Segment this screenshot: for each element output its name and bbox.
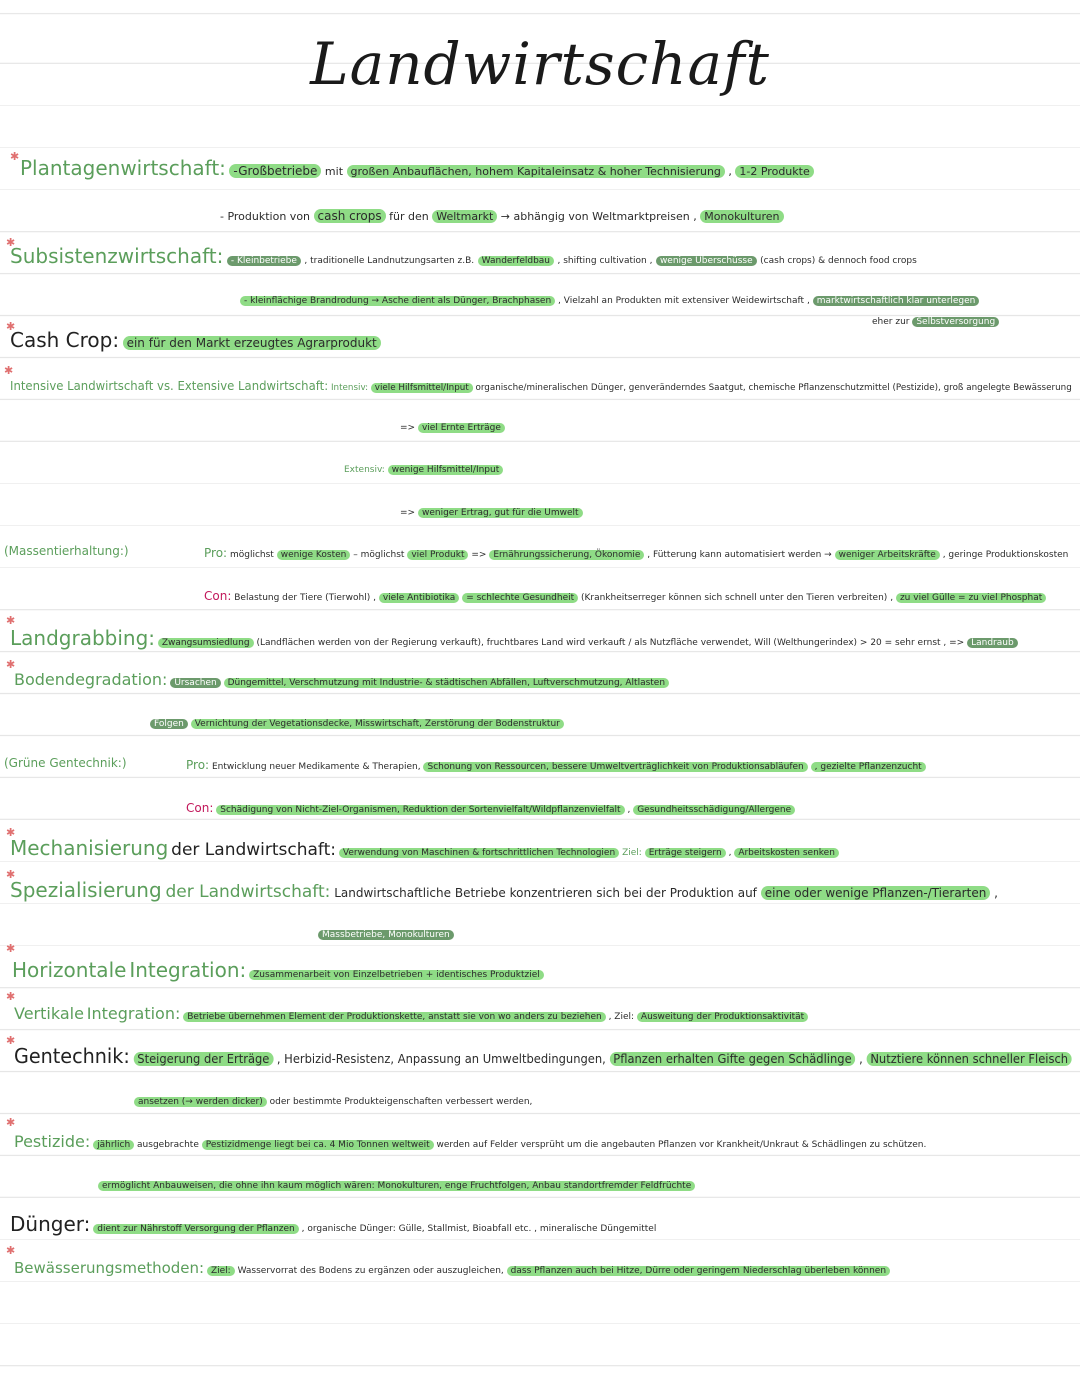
text: , Herbizid-Resistenz, Anpassung an Umweltbedingungen,: [276, 1052, 606, 1066]
text: ,: [728, 848, 732, 858]
highlight: Weltmarkt: [432, 210, 497, 223]
highlight: -Großbetriebe: [229, 164, 321, 178]
text: Ziel:: [622, 848, 642, 858]
text: → abhängig von Weltmarktpreisen: [500, 210, 690, 223]
pestizide-line-2: [98, 1178, 695, 1194]
text: Pro:: [204, 546, 228, 560]
highlight: Pestizidmenge liegt bei ca. 4 Mio Tonnen weltweit: [202, 1140, 434, 1150]
highlight: Ziel:: [207, 1266, 235, 1276]
text: , traditionelle Landnutzungsarten z.B.: [304, 256, 475, 266]
spezialisierung-line-2: [318, 927, 454, 943]
term-landgrabbing: Landgrabbing:: [10, 626, 155, 650]
term-gruene-gentechnik: (Grüne Gentechnik:): [4, 756, 127, 770]
highlight: Betriebe übernehmen Element der Produktionskette, anstatt sie von wo anders zu beziehen: [183, 1012, 605, 1022]
text: , geringe Produktionskosten: [942, 550, 1069, 560]
highlight: Landraub: [967, 638, 1018, 648]
term-mechanisierung: Mechanisierung: [10, 836, 169, 860]
star-icon: ✱: [6, 236, 16, 249]
text: eher zur: [872, 317, 910, 327]
text: ,: [994, 886, 998, 900]
star-icon: ✱: [6, 1244, 16, 1257]
term-duenger: Dünger:: [10, 1212, 91, 1236]
highlight: Selbstversorgung: [912, 317, 999, 327]
text: Integration:: [129, 958, 247, 982]
horizontale-integration-line: [12, 958, 544, 983]
text: der Landwirtschaft:: [165, 882, 331, 902]
highlight: viele Antibiotika: [379, 593, 459, 603]
text: ,: [373, 593, 376, 603]
text: – möglichst: [353, 550, 405, 560]
massentierhaltung-term: [4, 543, 129, 560]
highlight: Verwendung von Maschinen & fortschrittlichen Technologien: [339, 848, 619, 858]
term-cash-crop: Cash Crop:: [10, 328, 120, 352]
bodendegradation-line-2: [150, 716, 564, 732]
text: Intensiv:: [330, 383, 369, 393]
bewaesserung-line: [14, 1260, 890, 1279]
text: oder bestimmte Produkteigenschaften verbessert werden,: [269, 1097, 533, 1107]
term-bodendegradation: Bodendegradation:: [14, 670, 168, 689]
text: ,: [806, 296, 810, 306]
text: (cash crops) & dennoch food crops: [760, 256, 917, 266]
text: , =>: [943, 638, 965, 648]
plantagen-line-2: [220, 208, 784, 225]
star-icon: ✱: [6, 614, 16, 627]
term-vertikale-integration: Vertikale: [14, 1004, 84, 1023]
star-icon: ✱: [10, 150, 20, 163]
star-icon: ✱: [6, 990, 16, 1003]
landgrabbing-line: [10, 626, 1018, 651]
highlight: ansetzen (→ werden dicker): [134, 1097, 267, 1107]
text: Integration:: [86, 1004, 181, 1023]
gruene-gentechnik-pro: [186, 757, 926, 775]
plantagen-line-1: [20, 156, 814, 180]
star-icon: ✱: [6, 658, 16, 671]
text: ,: [693, 210, 697, 223]
star-icon: ✱: [6, 1116, 16, 1129]
text: Entwicklung neuer Medikamente & Therapien,: [211, 762, 421, 772]
text: (Landflächen werden von der Regierung verkauft), fruchtbares Land wird verkauft / als Nutzfläche verwendet, Will (Welthungerindex) > 20 = sehr ernst: [256, 638, 941, 648]
term-horizontale-integration: Horizontale: [12, 958, 127, 982]
text: (Krankheitserreger können sich schnell unter den Tieren verbreiten): [581, 593, 888, 603]
highlight: Gesundheitsschädigung/Allergene: [633, 805, 795, 815]
text: ,: [890, 593, 894, 603]
term-bewaesserungsmethoden: Bewässerungsmethoden:: [14, 1259, 205, 1277]
text: , shifting cultivation ,: [557, 256, 653, 266]
text: der Landwirtschaft:: [171, 840, 337, 860]
text: ,: [627, 805, 631, 815]
text: organische/mineralischen Dünger, genveränderndes Saatgut, chemische Pflanzenschutzmittel (Pestizide), groß angelegte Bewässerung: [475, 383, 1072, 393]
intensiv-line-1: [10, 378, 1072, 396]
highlight: ein für den Markt erzeugtes Agrarprodukt: [123, 336, 381, 350]
text: , Ziel:: [608, 1012, 635, 1022]
highlight: viel Produkt: [407, 550, 468, 560]
highlight: Zusammenarbeit von Einzelbetrieben + identisches Produktziel: [249, 970, 544, 980]
highlight: Wanderfeldbau: [478, 256, 554, 266]
text: , organische Dünger: Gülle, Stallmist, Bioabfall etc. , mineralische Düngemittel: [301, 1224, 657, 1234]
term-plantagenwirtschaft: Plantagenwirtschaft:: [20, 156, 226, 180]
highlight: Düngemittel, Verschmutzung mit Industrie- & städtischen Abfällen, Luftverschmutzung, Altlasten: [224, 678, 669, 688]
highlight: wenige Überschüsse: [656, 256, 757, 266]
text: Landwirtschaftliche Betriebe konzentrieren sich bei der Produktion auf: [334, 886, 757, 900]
text: =>: [400, 508, 416, 518]
highlight: zu viel Gülle = zu viel Phosphat: [896, 593, 1046, 603]
massentierhaltung-pro: [204, 545, 1068, 563]
highlight: viele Hilfsmittel/Input: [371, 383, 473, 393]
mechanisierung-line: [10, 836, 839, 861]
subsistenz-line-1: [10, 244, 917, 269]
text: Con:: [204, 589, 232, 603]
gentechnik-line-2: [134, 1094, 532, 1110]
highlight: Steigerung der Erträge: [133, 1052, 273, 1066]
spezialisierung-line-1: [10, 878, 998, 902]
star-icon: ✱: [6, 320, 16, 333]
highlight: Folgen: [150, 719, 188, 729]
highlight: Pflanzen erhalten Gifte gegen Schädlinge: [609, 1052, 855, 1066]
highlight: Schädigung von Nicht-Ziel-Organismen, Reduktion der Sortenvielfalt/Wildpflanzenvielfalt: [216, 805, 624, 815]
term-pestizide: Pestizide:: [14, 1132, 91, 1151]
star-icon: ✱: [6, 826, 16, 839]
text: - Produktion von: [220, 210, 311, 223]
highlight: Massbetriebe, Monokulturen: [318, 930, 454, 940]
highlight: Vernichtung der Vegetationsdecke, Misswirtschaft, Zerstörung der Bodenstruktur: [191, 719, 564, 729]
highlight: dient zur Nährstoff Versorgung der Pflanzen: [93, 1224, 299, 1234]
highlight: marktwirtschaftlich klar unterlegen: [813, 296, 980, 306]
highlight: wenige Hilfsmittel/Input: [388, 465, 504, 475]
highlight: - Kleinbetriebe: [227, 256, 301, 266]
highlight: weniger Arbeitskräfte: [835, 550, 940, 560]
highlight: = schlechte Gesundheit: [462, 593, 578, 603]
text: Wasservorrat des Bodens zu ergänzen oder auszugleichen,: [237, 1266, 504, 1276]
text: Belastung der Tiere (Tierwohl): [234, 593, 371, 603]
highlight: Monokulturen: [700, 210, 783, 223]
text: , Fütterung kann automatisiert werden →: [647, 550, 832, 560]
pestizide-line-1: [14, 1134, 926, 1153]
text: für den: [389, 210, 429, 223]
highlight: Ursachen: [170, 678, 220, 688]
text: Con:: [186, 801, 214, 815]
text: möglichst: [229, 550, 274, 560]
highlight: Nutztiere können schneller Fleisch: [866, 1052, 1071, 1066]
highlight: ermöglicht Anbauweisen, die ohne ihn kaum möglich wären: Monokulturen, enge Fruchtfolgen, Anbau standortfremder Feldfrüchte: [98, 1181, 695, 1191]
star-icon: ✱: [4, 364, 14, 377]
gruene-gentechnik-con: [186, 800, 795, 818]
star-icon: ✱: [6, 942, 16, 955]
highlight: Arbeitskosten senken: [734, 848, 839, 858]
bodendegradation-line-1: [14, 672, 669, 691]
subsistenz-line-3: [872, 314, 999, 330]
term-subsistenzwirtschaft: Subsistenzwirtschaft:: [10, 244, 224, 268]
vertikale-integration-line: [14, 1006, 808, 1025]
text: ausgebrachte: [137, 1140, 199, 1150]
text: ,: [859, 1052, 863, 1066]
highlight: großen Anbauflächen, hohem Kapitaleinsatz & hoher Technisierung: [347, 165, 725, 178]
term-massentierhaltung: (Massentierhaltung:): [4, 544, 129, 558]
text: =>: [400, 423, 416, 433]
extensiv-line-1: [344, 462, 503, 478]
highlight: weniger Ertrag, gut für die Umwelt: [418, 508, 583, 518]
highlight: Erträge steigern: [645, 848, 726, 858]
term-intensiv-extensiv: Intensive Landwirtschaft vs. Extensive Landwirtschaft:: [10, 379, 329, 393]
extensiv-line-2: [400, 505, 583, 521]
massentierhaltung-con: [204, 588, 1046, 606]
highlight: Zwangsumsiedlung: [158, 638, 254, 648]
subsistenz-line-2: [240, 293, 979, 309]
text: =>: [471, 550, 487, 560]
text: mit: [324, 165, 344, 178]
highlight: Schonung von Ressourcen, bessere Umweltverträglichkeit von Produktionsabläufen: [423, 762, 807, 772]
text: ,: [728, 165, 732, 178]
highlight: Ernährungssicherung, Ökonomie: [489, 550, 644, 560]
highlight: - kleinflächige Brandrodung → Asche dient als Dünger, Brachphasen: [240, 296, 555, 306]
cash-crop-line: [10, 328, 381, 352]
term-spezialisierung: Spezialisierung: [10, 878, 162, 902]
page-title: Landwirtschaft: [310, 30, 770, 98]
highlight: jährlich: [93, 1140, 134, 1150]
gruene-gentechnik-term: [4, 755, 127, 772]
highlight: cash crops: [314, 209, 386, 223]
star-icon: ✱: [6, 868, 16, 881]
highlight: eine oder wenige Pflanzen-/Tierarten: [761, 886, 991, 900]
text: Pro:: [186, 758, 210, 772]
highlight: dass Pflanzen auch bei Hitze, Dürre oder geringem Niederschlag überleben können: [507, 1266, 890, 1276]
duenger-line: [10, 1212, 657, 1237]
highlight: 1-2 Produkte: [735, 165, 813, 178]
highlight: viel Ernte Erträge: [418, 423, 505, 433]
text: Extensiv:: [344, 465, 385, 475]
text: , Vielzahl an Produkten mit extensiver Weidewirtschaft: [558, 296, 805, 306]
highlight: , gezielte Pflanzenzucht: [811, 762, 926, 772]
text: werden auf Felder versprüht um die angebauten Pflanzen vor Krankheit/Unkraut & Schädlingen zu schützen.: [436, 1140, 927, 1150]
highlight: Ausweitung der Produktionsaktivität: [637, 1012, 808, 1022]
highlight: wenige Kosten: [277, 550, 351, 560]
intensiv-line-2: [400, 420, 505, 436]
gentechnik-line-1: [14, 1044, 1072, 1068]
term-gentechnik: Gentechnik:: [14, 1044, 130, 1068]
star-icon: ✱: [6, 1034, 16, 1047]
